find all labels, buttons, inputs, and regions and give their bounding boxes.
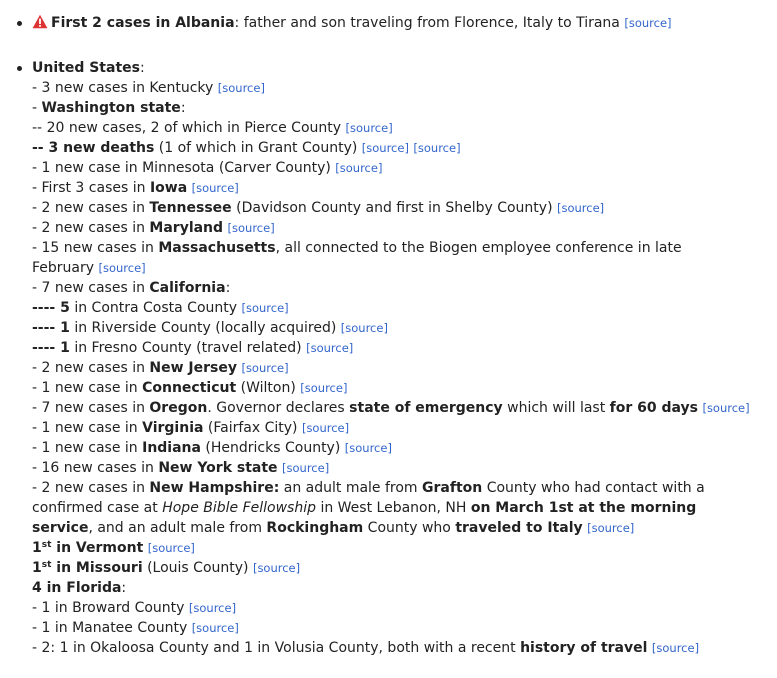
line-prefix: - [32,460,42,476]
us-line [32,558,717,578]
us-lines [32,78,750,658]
us-line [32,138,717,158]
line-text: an adult male from [279,480,423,496]
line-text: 2 new cases in [41,360,150,376]
spacer [17,33,717,58]
us-line [32,638,717,658]
us-line [32,118,717,138]
line-prefix: - [32,380,42,396]
line-text: which will last [502,400,610,416]
update-list [17,13,750,658]
line-text: in Missouri [51,560,143,576]
source-link[interactable]: [source] [188,601,237,615]
us-line [32,578,717,598]
source-link[interactable]: [source] [306,341,354,355]
line-text: in Fresno County (travel related) [69,340,302,356]
line-text: 1 new case in Minnesota (Carver County) [41,160,331,176]
line-text: 1 [32,540,42,556]
us-line [32,198,717,218]
line-text: 16 new cases in [41,460,159,476]
warning-icon [32,14,48,29]
line-prefix: - [32,600,42,616]
line-text: Connecticut [142,380,237,396]
us-title: United States [32,60,140,76]
source-link[interactable]: [source] [241,361,289,375]
line-text: Massachusetts [158,240,276,256]
us-line [32,78,717,98]
line-prefix: ---- [32,300,61,316]
us-line [32,278,717,298]
line-prefix: - [32,220,42,236]
line-text: . Governor declares [207,400,350,416]
source-link[interactable]: [source] [147,541,195,555]
line-prefix: - [32,160,42,176]
line-text: Virginia [142,420,204,436]
us-line [32,98,717,118]
source-link[interactable]: [source] [191,621,239,635]
united-states-item [17,58,750,658]
line-text: County who had contact with a confirmed case at [32,480,705,516]
line-text: , and an adult male from [88,520,267,536]
line-text: : [180,100,186,116]
source-link[interactable]: [source] [413,141,461,155]
us-line [32,538,717,558]
line-text: in Riverside County (locally acquired) [69,320,337,336]
line-text: 3 new cases in Kentucky [41,80,214,96]
line-text: 1 new case in [41,380,143,396]
us-line [32,298,717,318]
us-heading [32,58,717,78]
line-text: 2 new cases in [41,220,150,236]
source-link[interactable]: [source] [282,461,330,475]
us-colon: : [139,60,145,76]
line-text: First 3 cases in [41,180,150,196]
line-text: 20 new cases, 2 of which in Pierce County [46,120,342,136]
line-text: Tennessee [149,200,232,216]
us-line [32,478,717,538]
source-link[interactable]: [source] [557,201,605,215]
line-text: state of emergency [349,400,503,416]
line-text: st [41,560,52,570]
line-text: Hope Bible Fellowship [162,500,316,516]
us-line [32,458,717,478]
line-prefix: - [32,180,42,196]
us-line [32,158,717,178]
line-text: New York state [158,460,278,476]
line-text: (Fairfax City) [203,420,298,436]
us-line [32,618,717,638]
line-text: 1 new case in [41,440,143,456]
line-prefix: -- [32,120,47,136]
us-line [32,598,717,618]
line-prefix: - [32,100,42,116]
line-text: history of travel [520,640,648,656]
us-line [32,378,717,398]
source-link[interactable]: [source] [335,161,383,175]
line-prefix: - [32,240,42,256]
line-text: in West Lebanon, NH [316,500,471,516]
source-link[interactable]: [source] [252,561,301,575]
line-text: New Hampshire: [149,480,280,496]
line-prefix: - [32,420,42,436]
source-link[interactable]: [source] [227,221,275,235]
line-text: st [41,540,52,550]
line-text: 1 [60,320,70,336]
line-text: 4 in Florida [32,580,122,596]
line-text: 7 new cases in [41,280,150,296]
line-prefix: - [32,200,42,216]
line-text: Grafton [422,480,483,496]
line-text: 1 new case in [41,420,143,436]
us-line [32,318,717,338]
us-line [32,338,717,358]
line-text: 2 new cases in [41,480,150,496]
us-line [32,218,717,238]
albania-text: : father and son traveling from Florence, Italy to Tirana [234,15,620,31]
line-text: in Contra Costa County [69,300,238,316]
line-text: 1 in Broward County [41,600,185,616]
line-text: in Vermont [51,540,144,556]
source-link[interactable]: [source] [300,381,348,395]
line-text: traveled to Italy [455,520,583,536]
line-text: New Jersey [149,360,237,376]
source-link[interactable]: [source] [624,16,672,30]
us-line [32,438,717,458]
line-prefix: ---- [32,340,61,356]
albania-item [17,13,717,33]
line-text: (Hendricks County) [200,440,341,456]
line-text: Indiana [142,440,201,456]
line-prefix: - [32,280,42,296]
line-text: 5 [60,300,70,316]
us-line [32,398,750,418]
line-text: 1 [32,560,42,576]
source-link[interactable]: [source] [217,81,265,95]
line-text: , all connected to the Biogen employee conference in late February [32,240,682,276]
line-text: : [121,580,127,596]
line-text: Washington state [41,100,181,116]
line-prefix: - [32,640,42,656]
line-text: Maryland [149,220,224,236]
line-prefix: - [32,360,42,376]
source-link[interactable]: [source] [191,181,239,195]
line-text: 2 new cases in [41,200,150,216]
line-prefix: - [32,400,42,416]
source-link[interactable]: [source] [702,401,750,415]
source-link[interactable]: [source] [301,421,350,435]
line-prefix: ---- [32,320,61,336]
line-text: for 60 days [609,400,698,416]
line-text: 7 new cases in [41,400,150,416]
line-text: 3 new deaths [48,140,155,156]
us-line [32,178,717,198]
line-text: Iowa [149,180,188,196]
line-text: 1 in Manatee County [41,620,188,636]
source-link[interactable]: [source] [340,321,388,335]
source-link[interactable]: [source] [98,261,146,275]
line-text: : [225,280,231,296]
source-link[interactable]: [source] [344,441,392,455]
source-link[interactable]: [source] [361,141,409,155]
line-text: Rockingham [266,520,364,536]
line-prefix: - [32,80,42,96]
source-link[interactable]: [source] [587,521,635,535]
us-line [32,238,717,278]
line-prefix: -- [32,140,49,156]
line-prefix: - [32,480,42,496]
line-text: (Louis County) [142,560,249,576]
line-text: (Davidson County and first in Shelby County) [231,200,553,216]
line-prefix: - [32,620,42,636]
us-line [32,358,717,378]
bullet [17,66,22,71]
line-text: (1 of which in Grant County) [154,140,358,156]
line-text: Oregon [149,400,208,416]
source-link[interactable]: [source] [345,121,393,135]
line-text: California [149,280,226,296]
line-text: County who [363,520,456,536]
line-text: 2: 1 in Okaloosa County and 1 in Volusia County, both with a recent [41,640,521,656]
bullet [17,21,22,26]
line-text: on March 1st at the morning service [32,500,697,536]
us-line [32,418,717,438]
albania-title: First 2 cases in Albania [51,15,235,31]
line-text: 1 [60,340,70,356]
line-text: (Wilton) [236,380,296,396]
line-text: 15 new cases in [41,240,159,256]
source-link[interactable]: [source] [651,641,700,655]
line-prefix: - [32,440,42,456]
source-link[interactable]: [source] [241,301,289,315]
